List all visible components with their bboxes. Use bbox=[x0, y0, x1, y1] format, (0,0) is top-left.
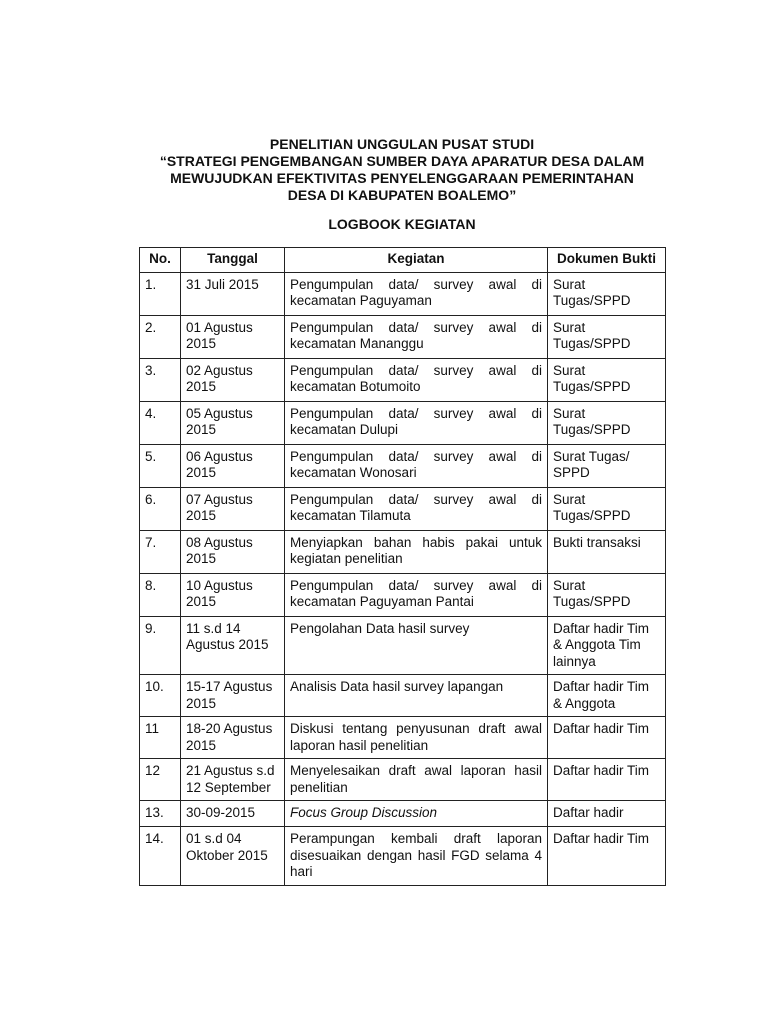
row-document: Daftar hadir Tim & Anggota Tim lainnya bbox=[548, 616, 666, 675]
title-line-2: “STRATEGI PENGEMBANGAN SUMBER DAYA APARATUR DESA DALAM bbox=[159, 153, 645, 169]
row-date: 15-17 Agustus 2015 bbox=[181, 675, 285, 717]
row-activity: Pengumpulan data/ survey awal di kecamatan Dulupi bbox=[285, 401, 548, 444]
row-activity: Focus Group Discussion bbox=[285, 801, 548, 827]
row-date: 07 Agustus 2015 bbox=[181, 487, 285, 530]
row-number: 2. bbox=[140, 315, 181, 358]
column-header-document: Dokumen Bukti bbox=[548, 248, 666, 273]
title-line-4: DESA DI KABUPATEN BOALEMO” bbox=[287, 187, 517, 203]
table-row bbox=[140, 272, 666, 315]
logbook-heading: LOGBOOK KEGIATAN bbox=[328, 216, 476, 232]
row-document: Daftar hadir Tim bbox=[548, 827, 666, 886]
table-row bbox=[140, 487, 666, 530]
row-document: Surat Tugas/SPPD bbox=[548, 487, 666, 530]
table-row bbox=[140, 401, 666, 444]
row-activity: Menyelesaikan draft awal laporan hasil penelitian bbox=[285, 759, 548, 801]
row-date: 18-20 Agustus 2015 bbox=[181, 717, 285, 759]
row-activity: Diskusi tentang penyusunan draft awal laporan hasil penelitian bbox=[285, 717, 548, 759]
title-line-1: PENELITIAN UNGGULAN PUSAT STUDI bbox=[269, 136, 535, 152]
column-header-no: No. bbox=[140, 248, 181, 273]
row-number: 13. bbox=[140, 801, 181, 827]
row-document: Bukti transaksi bbox=[548, 530, 666, 573]
table-row bbox=[140, 675, 666, 717]
row-document: Surat Tugas/SPPD bbox=[548, 272, 666, 315]
table-row bbox=[140, 717, 666, 759]
table-row bbox=[140, 573, 666, 616]
row-document: Surat Tugas/SPPD bbox=[548, 401, 666, 444]
table-row bbox=[140, 530, 666, 573]
table-row bbox=[140, 801, 666, 827]
row-date: 06 Agustus 2015 bbox=[181, 444, 285, 487]
row-activity: Pengumpulan data/ survey awal di kecamatan Tilamuta bbox=[285, 487, 548, 530]
row-activity: Pengumpulan data/ survey awal di kecamatan Paguyaman Pantai bbox=[285, 573, 548, 616]
row-date: 08 Agustus 2015 bbox=[181, 530, 285, 573]
row-number: 6. bbox=[140, 487, 181, 530]
table-row bbox=[140, 444, 666, 487]
table-header-row bbox=[140, 248, 666, 273]
row-date: 05 Agustus 2015 bbox=[181, 401, 285, 444]
document-title bbox=[100, 136, 704, 204]
row-document: Daftar hadir Tim bbox=[548, 759, 666, 801]
row-document: Daftar hadir bbox=[548, 801, 666, 827]
row-document: Daftar hadir Tim bbox=[548, 717, 666, 759]
row-date: 31 Juli 2015 bbox=[181, 272, 285, 315]
row-activity: Perampungan kembali draft laporan disesuaikan dengan hasil FGD selama 4 hari bbox=[285, 827, 548, 886]
row-activity: Pengolahan Data hasil survey bbox=[285, 616, 548, 675]
table-row bbox=[140, 616, 666, 675]
row-number: 1. bbox=[140, 272, 181, 315]
table-row bbox=[140, 315, 666, 358]
row-activity: Pengumpulan data/ survey awal di kecamatan Paguyaman bbox=[285, 272, 548, 315]
row-number: 3. bbox=[140, 358, 181, 401]
row-document: Surat Tugas/ SPPD bbox=[548, 444, 666, 487]
column-header-date: Tanggal bbox=[181, 248, 285, 273]
row-date: 11 s.d 14 Agustus 2015 bbox=[181, 616, 285, 675]
row-activity: Analisis Data hasil survey lapangan bbox=[285, 675, 548, 717]
row-number: 10. bbox=[140, 675, 181, 717]
row-date: 02 Agustus 2015 bbox=[181, 358, 285, 401]
row-number: 4. bbox=[140, 401, 181, 444]
row-number: 9. bbox=[140, 616, 181, 675]
row-activity: Pengumpulan data/ survey awal di kecamatan Wonosari bbox=[285, 444, 548, 487]
row-date: 01 s.d 04 Oktober 2015 bbox=[181, 827, 285, 886]
logbook-table bbox=[139, 247, 666, 886]
table-row bbox=[140, 358, 666, 401]
row-activity: Menyiapkan bahan habis pakai untuk kegiatan penelitian bbox=[285, 530, 548, 573]
row-date: 01 Agustus 2015 bbox=[181, 315, 285, 358]
row-date: 21 Agustus s.d 12 September bbox=[181, 759, 285, 801]
row-number: 7. bbox=[140, 530, 181, 573]
row-number: 14. bbox=[140, 827, 181, 886]
row-number: 5. bbox=[140, 444, 181, 487]
row-document: Surat Tugas/SPPD bbox=[548, 573, 666, 616]
row-date: 10 Agustus 2015 bbox=[181, 573, 285, 616]
column-header-activity: Kegiatan bbox=[285, 248, 548, 273]
row-document: Daftar hadir Tim & Anggota bbox=[548, 675, 666, 717]
table-row bbox=[140, 759, 666, 801]
table-row bbox=[140, 827, 666, 886]
row-activity: Pengumpulan data/ survey awal di kecamatan Botumoito bbox=[285, 358, 548, 401]
row-number: 8. bbox=[140, 573, 181, 616]
title-line-3: MEWUJUDKAN EFEKTIVITAS PENYELENGGARAAN PEMERINTAHAN bbox=[170, 170, 634, 186]
row-activity: Pengumpulan data/ survey awal di kecamatan Mananggu bbox=[285, 315, 548, 358]
row-document: Surat Tugas/SPPD bbox=[548, 358, 666, 401]
row-number: 11 bbox=[140, 717, 181, 759]
row-date: 30-09-2015 bbox=[181, 801, 285, 827]
row-document: Surat Tugas/SPPD bbox=[548, 315, 666, 358]
row-number: 12 bbox=[140, 759, 181, 801]
